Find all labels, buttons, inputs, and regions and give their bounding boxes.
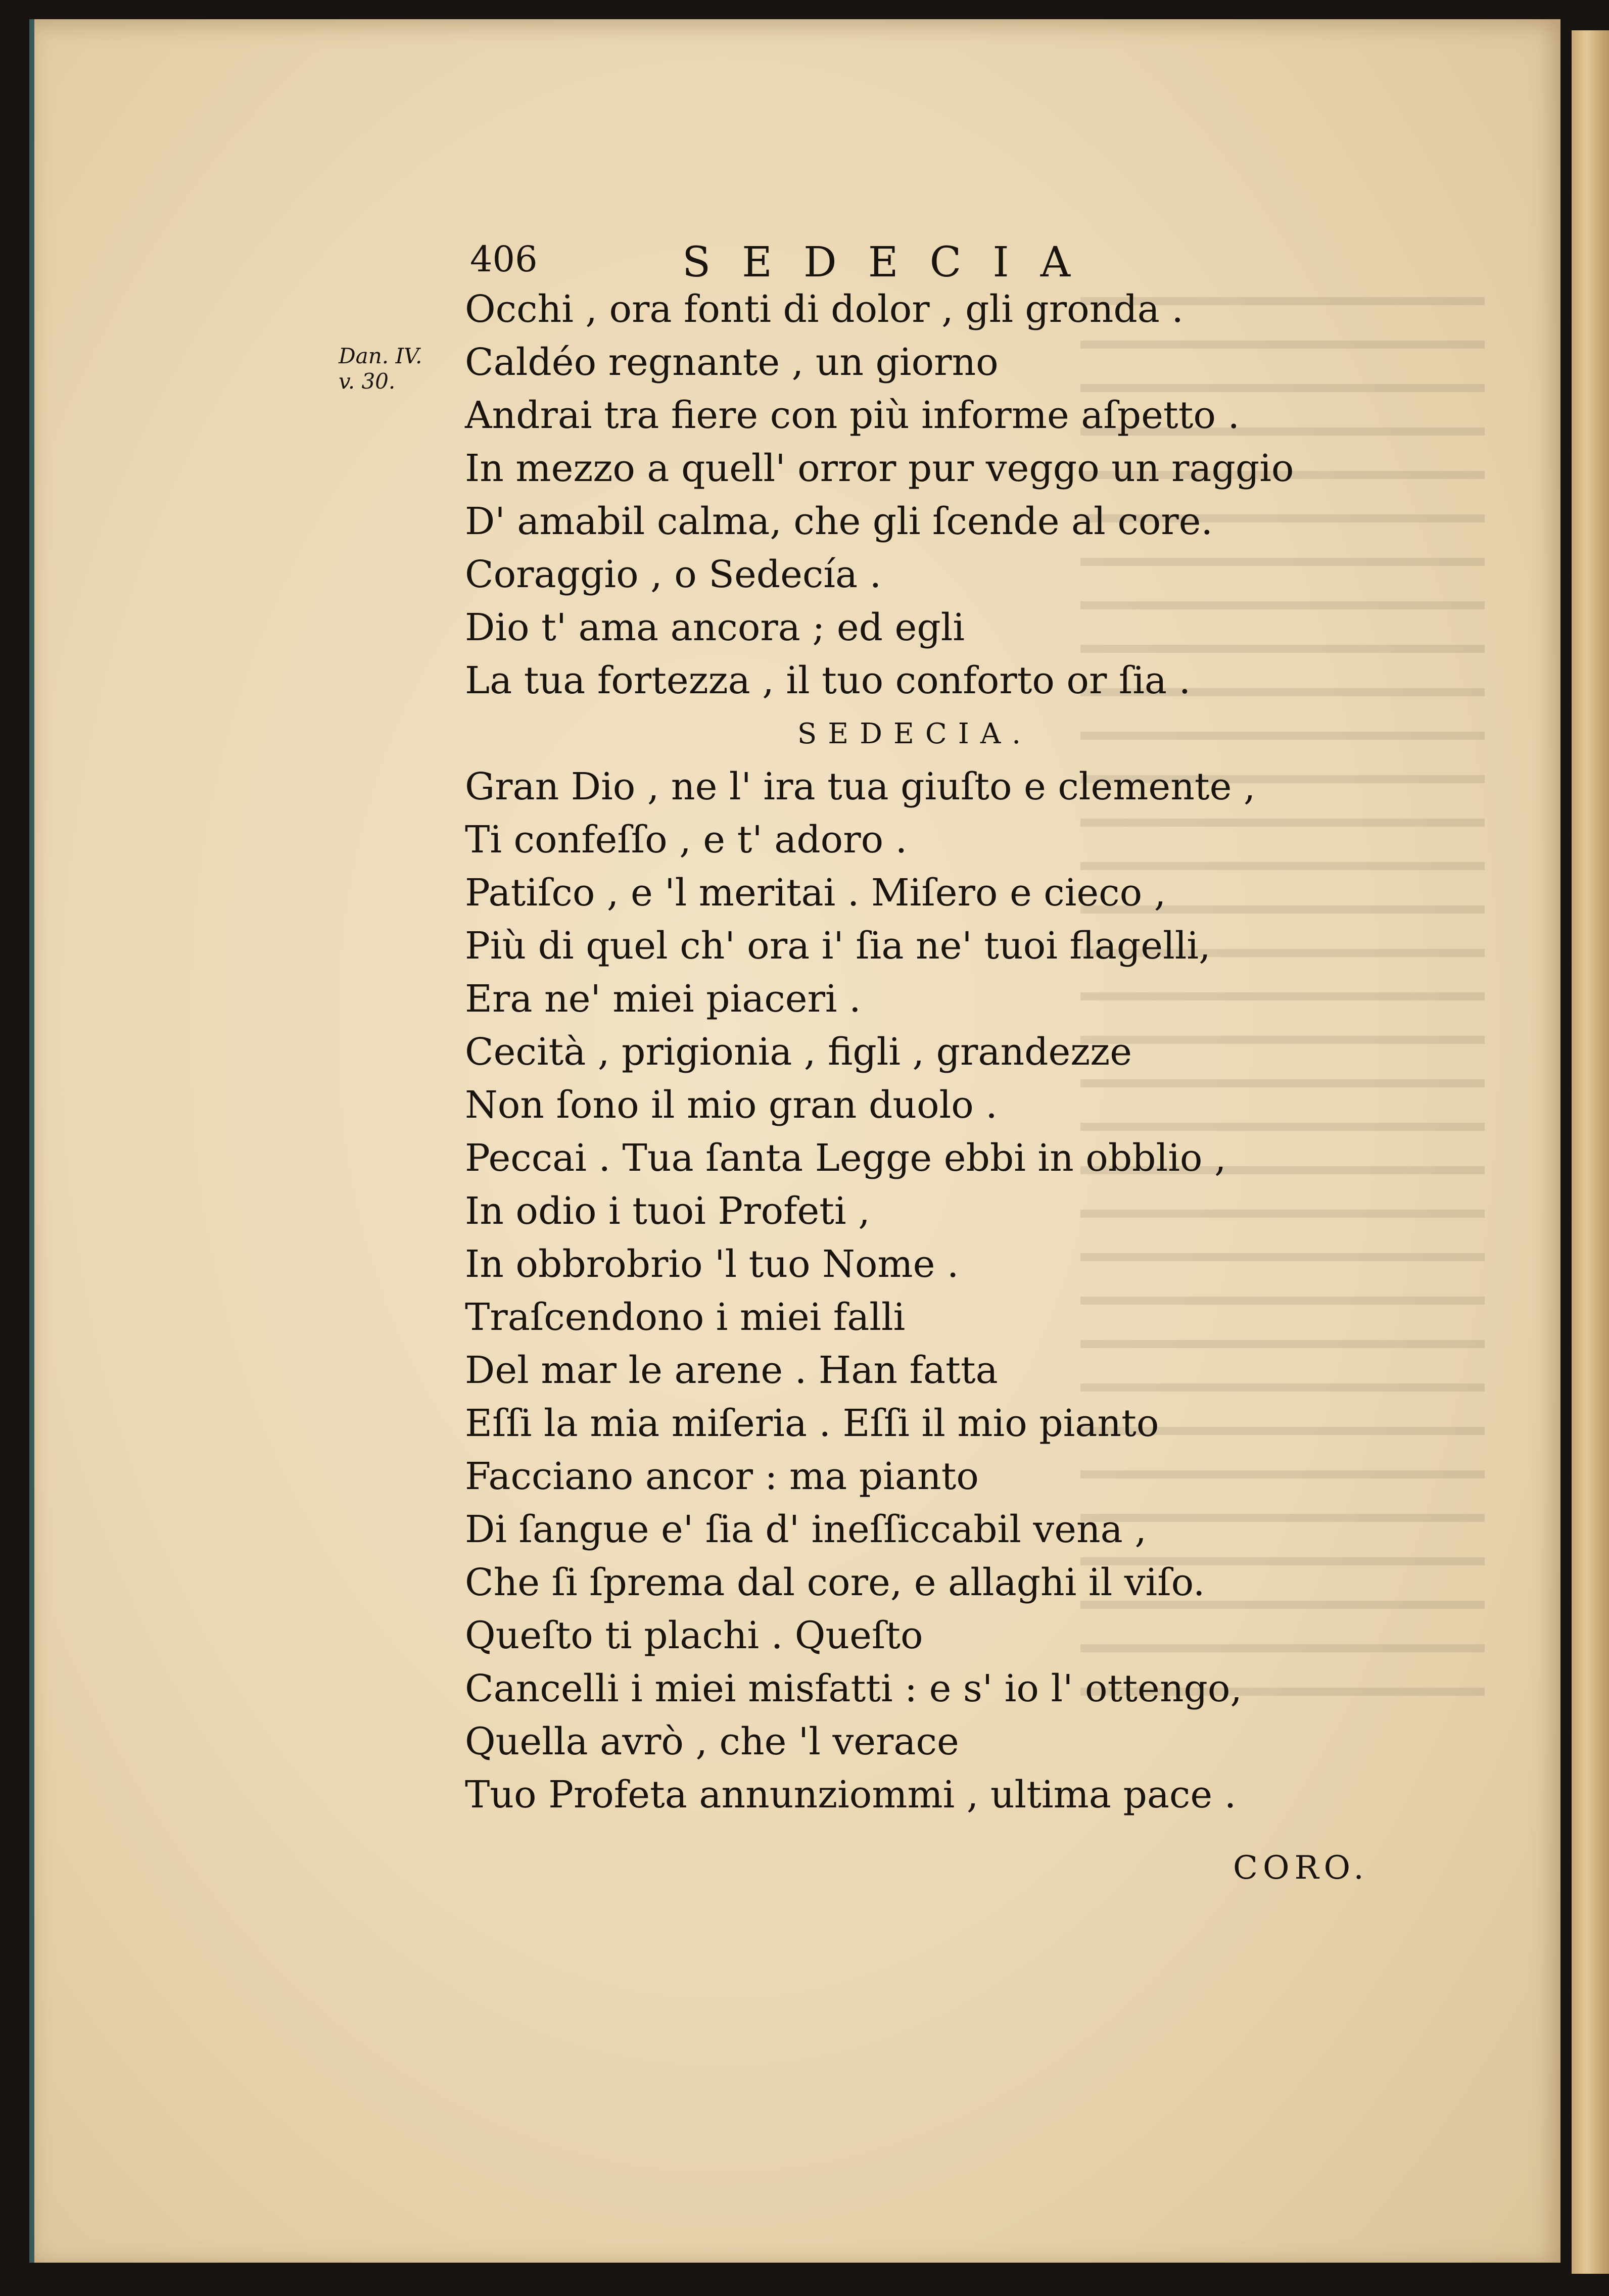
running-title: SEDECIA — [682, 238, 1102, 286]
verse-line: Coraggio , o Sedecía . — [465, 553, 882, 596]
verse-line: Peccai . Tua ſanta Legge ebbi in obblio , — [465, 1136, 1226, 1180]
verse-line: D' amabil calma, che gli ſcende al core. — [465, 500, 1213, 543]
verse-line: Era ne' miei piaceri . — [465, 977, 861, 1021]
verse-line: In obbrobrio 'l tuo Nome . — [465, 1242, 959, 1286]
page-header — [470, 238, 1258, 289]
marginal-note-line: v. 30. — [339, 369, 396, 394]
verse-line: Che ſi ſprema dal core, e allaghi il viſo. — [465, 1561, 1205, 1604]
verse-line: Cecità , prigionia , figli , grandezze — [465, 1030, 1132, 1074]
verse-line: Del mar le arene . Han fatta — [465, 1349, 998, 1392]
verse-line: Non ſono il mio gran duolo . — [465, 1083, 998, 1127]
verse-line: Dio t' ama ancora ; ed egli — [465, 606, 965, 649]
facing-page-edge — [1572, 30, 1609, 2274]
verse-line: Traſcendono i miei falli — [465, 1296, 906, 1339]
verse-line: Di ſangue e' ſia d' ineſſiccabil vena , — [465, 1508, 1147, 1551]
verse-line: Gran Dio , ne l' ira tua giuſto e clemente , — [465, 765, 1256, 808]
verse-line: Queſto ti plachi . Queſto — [465, 1614, 923, 1657]
verse-line: Facciano ancor : ma pianto — [465, 1455, 979, 1498]
catchword: CORO. — [1233, 1849, 1369, 1887]
marginal-note — [339, 344, 455, 394]
verse-line: Cancelli i miei misfatti : e s' io l' ottengo, — [465, 1667, 1242, 1710]
speaker-heading: SEDECIA. — [797, 718, 1032, 750]
verse-line: Caldéo regnante , un giorno — [465, 341, 999, 384]
verse-line: Patiſco , e 'l meritai . Miſero e cieco , — [465, 871, 1166, 915]
verse-line: In mezzo a quell' orror pur veggo un raggio — [465, 447, 1294, 490]
verse-line: Ti confeſſo , e t' adoro . — [465, 818, 908, 862]
verse-line: Eſſi la mia miſeria . Eſſi il mio pianto — [465, 1402, 1159, 1445]
verse-line: Tuo Profeta annunziommi , ultima pace . — [465, 1773, 1237, 1816]
verse-line: Più di quel ch' ora i' ſia ne' tuoi flagelli, — [465, 924, 1211, 968]
verse-text — [465, 283, 1324, 1822]
verse-line: Quella avrò , che 'l verace — [465, 1720, 959, 1763]
marginal-note-line: Dan. IV. — [339, 344, 422, 368]
verse-line: Occhi , ora fonti di dolor , gli gronda . — [465, 288, 1184, 331]
verse-line: La tua fortezza , il tuo conforto or ſia . — [465, 659, 1191, 702]
verse-line: In odio i tuoi Profeti , — [465, 1189, 870, 1233]
verse-line: Andrai tra fiere con più informe aſpetto . — [465, 394, 1240, 437]
page-number: 406 — [470, 238, 538, 280]
